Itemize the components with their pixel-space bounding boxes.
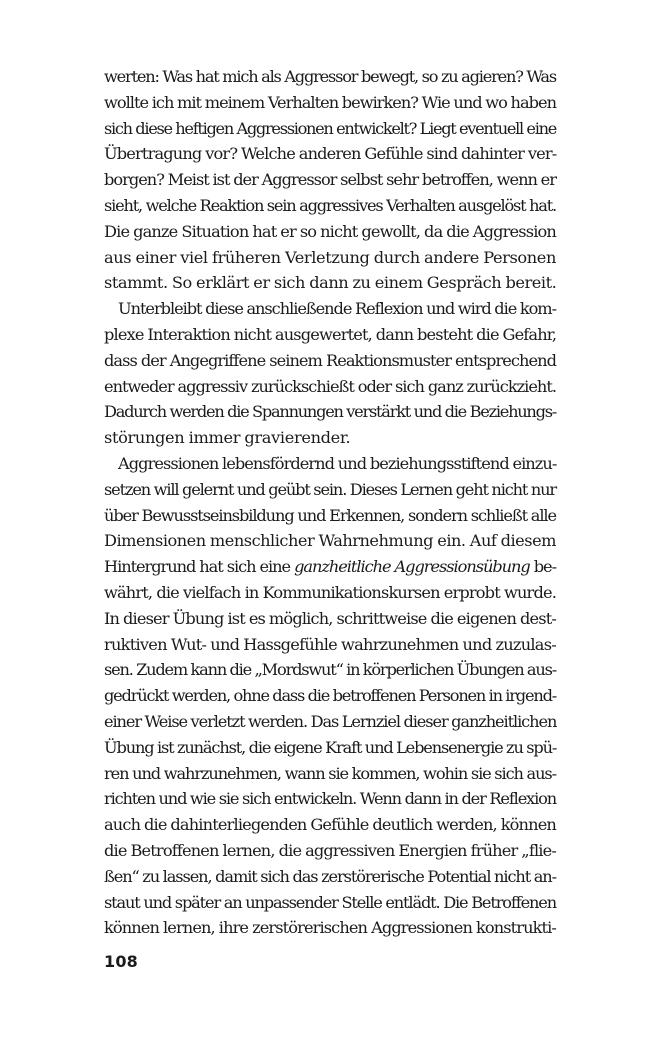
text-line: werten: Was hat mich als Aggressor bewegt, so zu agieren? Was bbox=[104, 67, 556, 86]
text-line: sich diese heftigen Aggressionen entwickelt? Liegt eventuell eine bbox=[104, 118, 556, 138]
text-line: Übertragung vor? Welche anderen Gefühle sind dahinter ver- bbox=[104, 144, 557, 164]
text-line: stammt. So erklärt er sich dann zu einem Gespräch bereit. bbox=[104, 273, 557, 293]
text-segment: be- bbox=[529, 557, 556, 577]
text-line: Aggressionen lebensfördernd und beziehungsstiftend einzu- bbox=[118, 453, 557, 473]
text-line-with-emphasis bbox=[104, 554, 556, 580]
text-line: gedrückt werden, ohne dass die betroffenen Personen in irgend- bbox=[104, 686, 556, 706]
paragraph-3 bbox=[104, 451, 556, 941]
text-line: Unterbleibt diese anschließende Reflexion und wird die kom- bbox=[118, 299, 557, 319]
text-line: ruktiven Wut- und Hassgefühle wahrzunehmen und zuzulas- bbox=[104, 634, 556, 654]
text-line: In dieser Übung ist es möglich, schrittweise die eigenen dest- bbox=[104, 608, 556, 628]
page-number: 108 bbox=[104, 952, 138, 971]
body-text bbox=[104, 64, 556, 941]
paragraph-1 bbox=[104, 64, 556, 296]
text-line: dass der Angegriffene seinem Reaktionsmuster entsprechend bbox=[104, 350, 556, 370]
text-line: auch die dahinterliegenden Gefühle deutlich werden, können bbox=[104, 815, 556, 835]
text-line: können lernen, ihre zerstörerischen Aggressionen konstrukti- bbox=[104, 918, 556, 938]
text-line: richten und wie sie sich entwickeln. Wenn dann in der Reflexion bbox=[104, 789, 556, 809]
text-line: ßen“ zu lassen, damit sich das zerstörerische Potential nicht an- bbox=[104, 866, 556, 886]
text-segment: Hintergrund hat sich eine bbox=[104, 557, 295, 577]
text-line: ren und wahrzunehmen, wann sie kommen, wohin sie sich aus- bbox=[104, 763, 556, 783]
text-line: aus einer viel früheren Verletzung durch andere Personen bbox=[104, 247, 556, 267]
paragraph-2 bbox=[104, 296, 556, 451]
text-line: sieht, welche Reaktion sein aggressives Verhalten ausgelöst hat. bbox=[104, 195, 556, 215]
text-line: währt, die vielfach in Kommunikationskursen erprobt wurde. bbox=[104, 582, 556, 602]
text-line: wollte ich mit meinem Verhalten bewirken? Wie und wo haben bbox=[104, 92, 556, 112]
text-line: Die ganze Situation hat er so nicht gewollt, da die Aggression bbox=[104, 221, 556, 241]
text-line: Dimensionen menschlicher Wahrnehmung ein. Auf diesem bbox=[104, 531, 556, 551]
text-line: Übung ist zunächst, die eigene Kraft und Lebensenergie zu spü- bbox=[104, 737, 557, 757]
text-line: einer Weise verletzt werden. Das Lernziel dieser ganzheitlichen bbox=[104, 711, 557, 731]
text-line: setzen will gelernt und geübt sein. Dieses Lernen geht nicht nur bbox=[104, 479, 556, 499]
text-line: entweder aggressiv zurückschießt oder sich ganz zurückzieht. bbox=[104, 376, 556, 396]
emphasized-term: ganzheitliche Aggressionsübung bbox=[294, 557, 530, 577]
text-line: über Bewusstseinsbildung und Erkennen, sondern schließt alle bbox=[104, 505, 556, 525]
text-line: die Betroffenen lernen, die aggressiven Energien früher „flie- bbox=[104, 840, 556, 860]
text-line: Dadurch werden die Spannungen verstärkt und die Beziehungs- bbox=[104, 402, 556, 422]
text-line: plexe Interaktion nicht ausgewertet, dann besteht die Gefahr, bbox=[104, 324, 557, 344]
text-line: störungen immer gravierender. bbox=[104, 428, 351, 448]
text-line: staut und später an unpassender Stelle entlädt. Die Betroffenen bbox=[104, 892, 556, 912]
text-line: sen. Zudem kann die „Mordswut“ in körperlichen Übungen aus- bbox=[104, 660, 556, 680]
text-line: borgen? Meist ist der Aggressor selbst sehr betroffen, wenn er bbox=[104, 170, 556, 190]
